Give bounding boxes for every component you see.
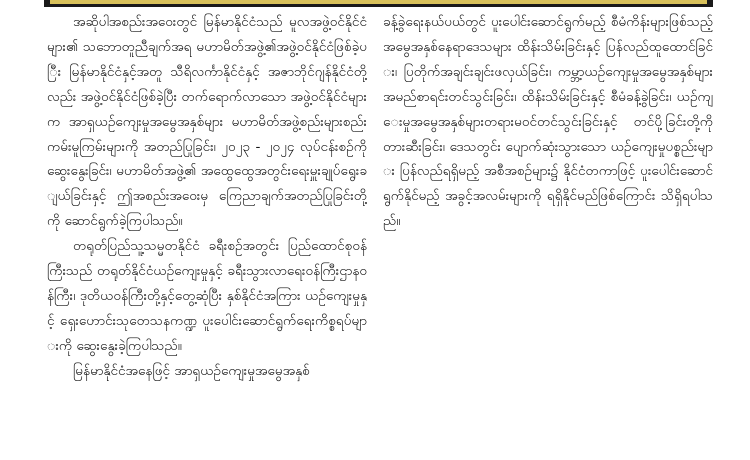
paragraph: အဆိုပါအစည်းအဝေးတွင် မြန်မာနိုင်ငံသည် မူလအဖွဲ့ဝင်နိုင်ငံများ၏ သဘောတူညီချက်အရ မဟာမိတ်အဖွဲ့၏အဖွဲ့ဝင်နိုင်ငံဖြစ်ခဲ့ပြီး မြန်မာနိုင်ငံနှင့်အတူ သီရိလင်္ကာနိုင်ငံနှင့် အဇာဘိုင်ဂျန်နိုင်ငံတို့လည်း အဖွဲ့ဝင်နိုင်ငံဖြစ်ခဲ့ပြီး တက်ရောက်လာသော အဖွဲ့ဝင်နိုင်ငံများက အာရှယဉ်ကျေးမှုအမွေအနှစ်များ မဟာမိတ်အဖွဲ့စည်းများစည်းကမ်းမူကြမ်းများကို အတည်ပြုခြင်း၊ ၂၀၂၃ - ၂၀၂၄ လုပ်ငန်းစဉ်ကို ဆွေးနွေးခြင်း၊ မဟာမိတ်အဖွဲ့၏ အထွေထွေအတွင်းရေးမှူးချုပ်ရွေးချယ်ခြင်းနှင့် ဤအစည်းအဝေးမှ ကြေညာချက်အတည်ပြုခြင်းတို့ကို ဆောင်ရွက်ခဲ့ကြပါသည်။ — [47, 14, 367, 230]
paragraph: တရုတ်ပြည်သူ့သမ္မတနိုင်ငံ ခရီးစဉ်အတွင်း ပြည်ထောင်စုဝန်ကြီးသည် တရုတ်နိုင်ငံယဉ်ကျေးမှုနှင့် ခရီးသွားလာရေးဝန်ကြီးဌာနဝန်ကြီး၊ ဒုတိယဝန်ကြီးတို့နှင့်တွေ့ဆုံပြီး နှစ်နိုင်ငံအကြား ယဉ်ကျေးမှုနှင့် ရှေးဟောင်းသုတေသနကဏ္ဍ ပူးပေါင်းဆောင်ရွက်ရေးကိစ္စရပ်များကို ဆွေးနွေးခဲ့ကြပါသည်။ — [47, 238, 367, 354]
paragraph: မြန်မာနိုင်ငံအနေဖြင့် အာရှယဉ်ကျေးမှုအမွေအနှစ် — [73, 362, 310, 379]
left-column — [47, 10, 367, 384]
right-column — [383, 10, 713, 234]
header-decorative-band — [44, 0, 713, 7]
paragraph: ခန့်ခွဲရေးနယ်ပယ်တွင် ပူးပေါင်းဆောင်ရွက်မည့် စီမံကိန်းများဖြစ်သည့် အမွေအနှစ်နေရာဒေသများ ထိန်းသိမ်းခြင်းနှင့် ပြန်လည်ထူထောင်ခြင်း၊ ပြတိုက်အချင်းချင်းဖလှယ်ခြင်း၊ ကမ္ဘာ့ယဉ်ကျေးမှုအမွေအနှစ်များ အမည်စာရင်းတင်သွင်းခြင်း၊ ထိန်းသိမ်းခြင်းနှင့် စီမံခန့်ခွဲခြင်း၊ ယဉ်ကျေးမှုအမွေအနှစ်များတရားမဝင်တင်သွင်းခြင်းနှင့် တင်ပို့ခြင်းတို့ကို တားဆီးခြင်း၊ ဒေသတွင်း ပျောက်ဆုံးသွားသော ယဉ်ကျေးမှုပစ္စည်းများ ပြန်လည်ရရှိမည့် အစီအစဉ်များ၌ နိုင်ငံတကာဖြင့် ပူးပေါင်းဆောင်ရွက်နိုင်မည့် အခွင့်အလမ်းများကို ရရှိနိုင်မည်ဖြစ်ကြောင်း သိရှိရပါသည်။ — [383, 14, 713, 230]
